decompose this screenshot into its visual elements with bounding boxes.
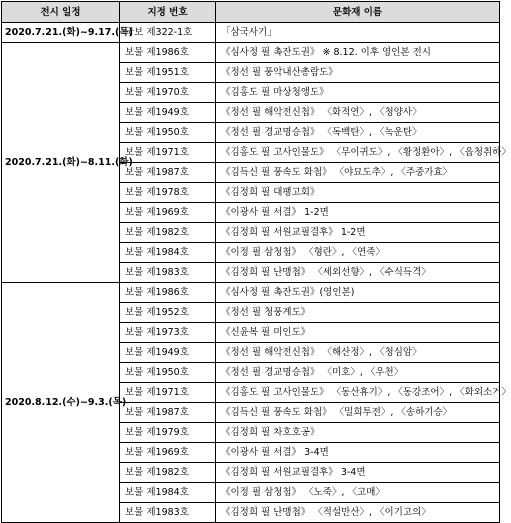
heritage-name: 《김홍도 필 고사인물도》 〈동산휴기〉, 〈동강조어〉, 〈화외소거〉 <box>216 383 500 403</box>
heritage-name: 《김득신 필 풍속도 화첩》 〈야묘도추〉, 〈주중가효〉 <box>216 163 500 183</box>
designation-number: 보물 제1949호 <box>120 103 216 123</box>
designation-number: 보물 제1986호 <box>120 43 216 63</box>
designation-number: 보물 제1986호 <box>120 283 216 303</box>
designation-number: 보물 제1949호 <box>120 343 216 363</box>
header-designation-number: 지정 번호 <box>120 2 216 23</box>
exhibition-schedule-table <box>1 1 511 523</box>
heritage-name: 《김홍도 필 마상청앵도》 <box>216 83 500 103</box>
exhibition-period: 2020.7.21.(화)~8.11.(화) <box>2 43 120 283</box>
designation-number: 보물 제1951호 <box>120 63 216 83</box>
table-body <box>2 23 511 523</box>
designation-number: 보물 제1952호 <box>120 303 216 323</box>
designation-number: 보물 제1950호 <box>120 363 216 383</box>
designation-number: 보물 제1969호 <box>120 443 216 463</box>
heritage-name: 《이정 필 삼청첩》 〈노죽〉, 〈고매〉 <box>216 483 500 503</box>
heritage-name: 《김정희 필 서원교필결후》 1-2면 <box>216 223 500 243</box>
heritage-name: 《정선 필 해악전신첩》 〈화적연〉, 〈청양사〉 <box>216 103 500 123</box>
designation-number: 보물 제1971호 <box>120 143 216 163</box>
heritage-name: 《정선 필 경교명승첩》 〈독백탄〉, 〈녹운탄〉 <box>216 123 500 143</box>
heritage-name: 《김득신 필 풍속도 화첩》 〈밀희투전〉, 〈송하기승〉 <box>216 403 500 423</box>
heritage-name: 《정선 필 해악전신첩》 〈해산정〉, 〈청심암〉 <box>216 343 500 363</box>
exhibition-period: 2020.8.12.(수)~9.3.(목) <box>2 283 120 523</box>
designation-number: 보물 제1983호 <box>120 263 216 283</box>
heritage-name: 《김정희 필 서원교필결후》 3-4면 <box>216 463 500 483</box>
designation-number: 보물 제1982호 <box>120 223 216 243</box>
heritage-name: 《심사정 필 촉잔도권》(영인본) <box>216 283 500 303</box>
designation-number: 보물 제1978호 <box>120 183 216 203</box>
header-heritage-name: 문화재 이름 <box>216 2 500 23</box>
header-schedule: 전시 일정 <box>2 2 120 23</box>
heritage-name: 《정선 필 경교명승첩》 〈미호〉, 〈우천〉 <box>216 363 500 383</box>
heritage-name: 《이광사 필 서결》 3-4면 <box>216 443 500 463</box>
designation-number: 보물 제1984호 <box>120 243 216 263</box>
table-row <box>2 43 500 63</box>
designation-number: 보물 제1973호 <box>120 323 216 343</box>
exhibition-period: 2020.7.21.(화)~9.17.(목) <box>2 23 120 43</box>
heritage-name: 《이정 필 삼청첩》 〈형란〉, 〈연죽〉 <box>216 243 500 263</box>
heritage-name: 《김정희 필 난맹첩》 〈세외선향〉, 〈수식득격〉 <box>216 263 500 283</box>
heritage-name: 《김정희 필 난맹첩》 〈적설만산〉, 〈이기고의〉 <box>216 503 500 523</box>
heritage-name: 「삼국사기」 <box>216 23 500 43</box>
designation-number: 보물 제1971호 <box>120 383 216 403</box>
heritage-name: 《김정희 필 차호호공》 <box>216 423 500 443</box>
designation-number: 보물 제1987호 <box>120 403 216 423</box>
heritage-name: 《심사정 필 촉잔도권》 ※ 8.12. 이후 영인본 전시 <box>216 43 500 63</box>
designation-number: 보물 제1979호 <box>120 423 216 443</box>
designation-number: 보물 제1984호 <box>120 483 216 503</box>
designation-number: 보물 제1970호 <box>120 83 216 103</box>
heritage-name: 《김정희 필 대팽고회》 <box>216 183 500 203</box>
designation-number: 보물 제1987호 <box>120 163 216 183</box>
heritage-name: 《이광사 필 서결》 1-2면 <box>216 203 500 223</box>
heritage-name: 《정선 필 풍악내산총람도》 <box>216 63 500 83</box>
designation-number: 보물 제1982호 <box>120 463 216 483</box>
table-row <box>2 283 500 303</box>
table-row <box>2 23 500 43</box>
heritage-name: 《김홍도 필 고사인물도》 〈무이귀도〉, 〈황정환아〉, 〈읍청취하〉 <box>216 143 500 163</box>
header-row <box>2 2 500 23</box>
designation-number: 보물 제1983호 <box>120 503 216 523</box>
designation-number: 국보 제322-1호 <box>120 23 216 43</box>
designation-number: 보물 제1950호 <box>120 123 216 143</box>
heritage-name: 《정선 필 청풍계도》 <box>216 303 500 323</box>
designation-number: 보물 제1969호 <box>120 203 216 223</box>
heritage-name: 《신윤복 필 미인도》 <box>216 323 500 343</box>
